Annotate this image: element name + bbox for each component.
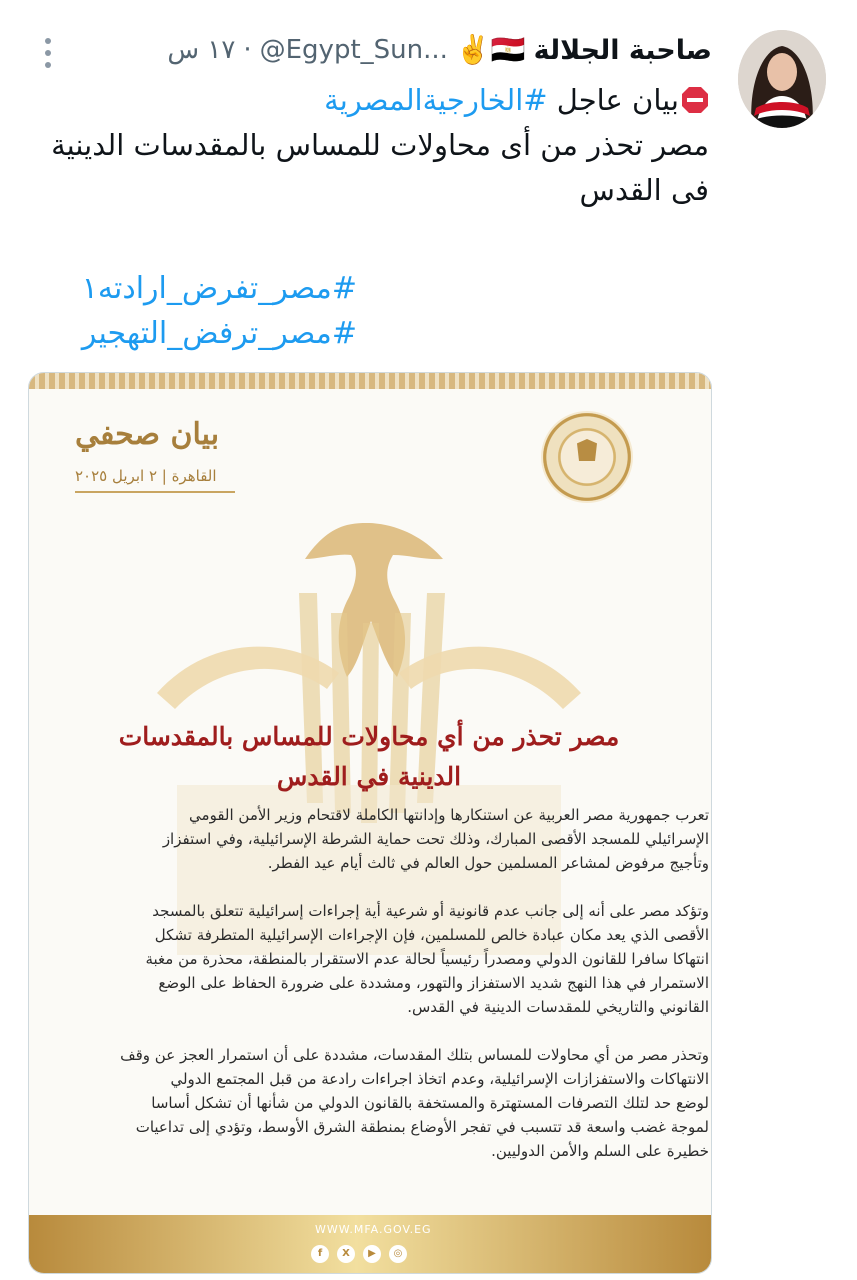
more-options-icon[interactable]	[40, 38, 56, 68]
author-handle[interactable]: @Egypt_Sun...	[259, 35, 448, 65]
headline-line-1: مصر تحذر من أي محاولات للمساس بالمقدسات	[118, 722, 620, 751]
ministry-seal-logo	[541, 411, 633, 503]
statement-line: وتحذر مصر من أي محاولات للمساس بتلك المقدسات، مشددة على أن استمرار العجز عن وقف	[120, 1046, 709, 1064]
tweet-text-prefix: بيان عاجل	[547, 83, 679, 117]
tweet-hashtags	[0, 266, 357, 356]
tweet-header	[167, 30, 712, 70]
youtube-icon: ▶	[363, 1245, 381, 1263]
statement-body	[89, 803, 709, 1187]
tweet-timestamp[interactable]: ١٧ س	[167, 35, 236, 65]
statement-line: انتهاكا سافرا للقانون الدولي ومصدراً رئيسياً لحالة عدم الاستقرار بالمنطقة، محذرة من مغبة	[145, 950, 709, 968]
author-avatar[interactable]	[738, 30, 826, 128]
statement-paragraph-1	[89, 803, 709, 875]
hashtag-egypt-rejects-displacement[interactable]: #مصر_ترفض_التهجير	[81, 316, 357, 351]
statement-paragraph-2	[89, 899, 709, 1019]
statement-line: لوضع حد لتلك التصرفات المستهترة والمستخفة بالقانون الدولي من شأنها أن تشكل أساسا	[151, 1094, 709, 1112]
statement-footer	[29, 1215, 711, 1273]
hashtag-mfa[interactable]: #الخارجيةالمصرية	[324, 83, 548, 117]
statement-line: الانتهاكات والاستفزازات الإسرائيلية، وعدم اتخاذ اجراءات رادعة من قبل المجتمع الدولي	[170, 1070, 709, 1088]
statement-headline	[109, 717, 629, 797]
statement-line: القانوني والتاريخي للمقدسات الدينية في القدس.	[407, 998, 709, 1016]
title-divider	[75, 491, 235, 493]
author-emojis: ✌️🇪🇬	[455, 33, 526, 66]
statement-title: بيان صحفي	[75, 417, 220, 452]
statement-line: الإسرائيلي للمسجد الأقصى المبارك، وذلك تحت حماية الشرطة الإسرائيلية، وفي استفزاز	[162, 830, 709, 848]
instagram-icon: ◎	[389, 1245, 407, 1263]
social-icons	[311, 1245, 407, 1263]
hashtag-egypt-imposes-will[interactable]: #مصر_تفرض_ارادته١	[81, 271, 357, 306]
statement-line: تعرب جمهورية مصر العربية عن استنكارها وإدانتها الكاملة لاقتحام وزير الأمن القومي	[189, 806, 709, 824]
eagle-emblem-icon	[577, 439, 597, 461]
tweet-text	[29, 78, 709, 213]
author-name[interactable]: صاحبة الجلالة	[533, 34, 712, 66]
statement-line: خطيرة على السلم والأمن الدوليين.	[491, 1142, 709, 1160]
stop-sign-icon	[681, 86, 709, 114]
x-icon: X	[337, 1245, 355, 1263]
statement-paragraph-3	[89, 1043, 709, 1163]
statement-line: الأقصى الذي يعد مكان عبادة خالص للمسلمين، فإن الإجراءات الإسرائيلية المتطرفة تشكل	[154, 926, 709, 944]
separator-dot: ·	[243, 35, 252, 65]
statement-date: القاهرة | ٢ ابريل ٢٠٢٥	[75, 467, 217, 485]
statement-line: وتأجيج مرفوض لمشاعر المسلمين حول العالم في ثالث أيام عيد الفطر.	[267, 854, 709, 872]
website-url: WWW.MFA.GOV.EG	[315, 1223, 432, 1236]
decorative-border	[29, 373, 711, 389]
statement-line: لموجة غضب واسعة قد تتسبب في تفجر الأوضاع بمنطقة الشرق الأوسط، وتؤدي إلى تداعيات	[135, 1118, 709, 1136]
tweet-text-line-2: فى القدس	[579, 173, 709, 207]
tweet-image[interactable]	[28, 372, 712, 1274]
facebook-icon: f	[311, 1245, 329, 1263]
statement-line: الاستمرار في هذا النهج شديد الاستفزاز والتهور، ومشددة على ضرورة الحفاظ على الوضع	[158, 974, 709, 992]
tweet-text-line-1: مصر تحذر من أى محاولات للمساس بالمقدسات الدينية	[51, 128, 709, 162]
statement-line: وتؤكد مصر على أنه إلى جانب عدم قانونية أو شرعية أية إجراءات إسرائيلية تتعلق بالمسجد	[152, 902, 709, 920]
headline-line-2: الدينية في القدس	[276, 762, 462, 791]
